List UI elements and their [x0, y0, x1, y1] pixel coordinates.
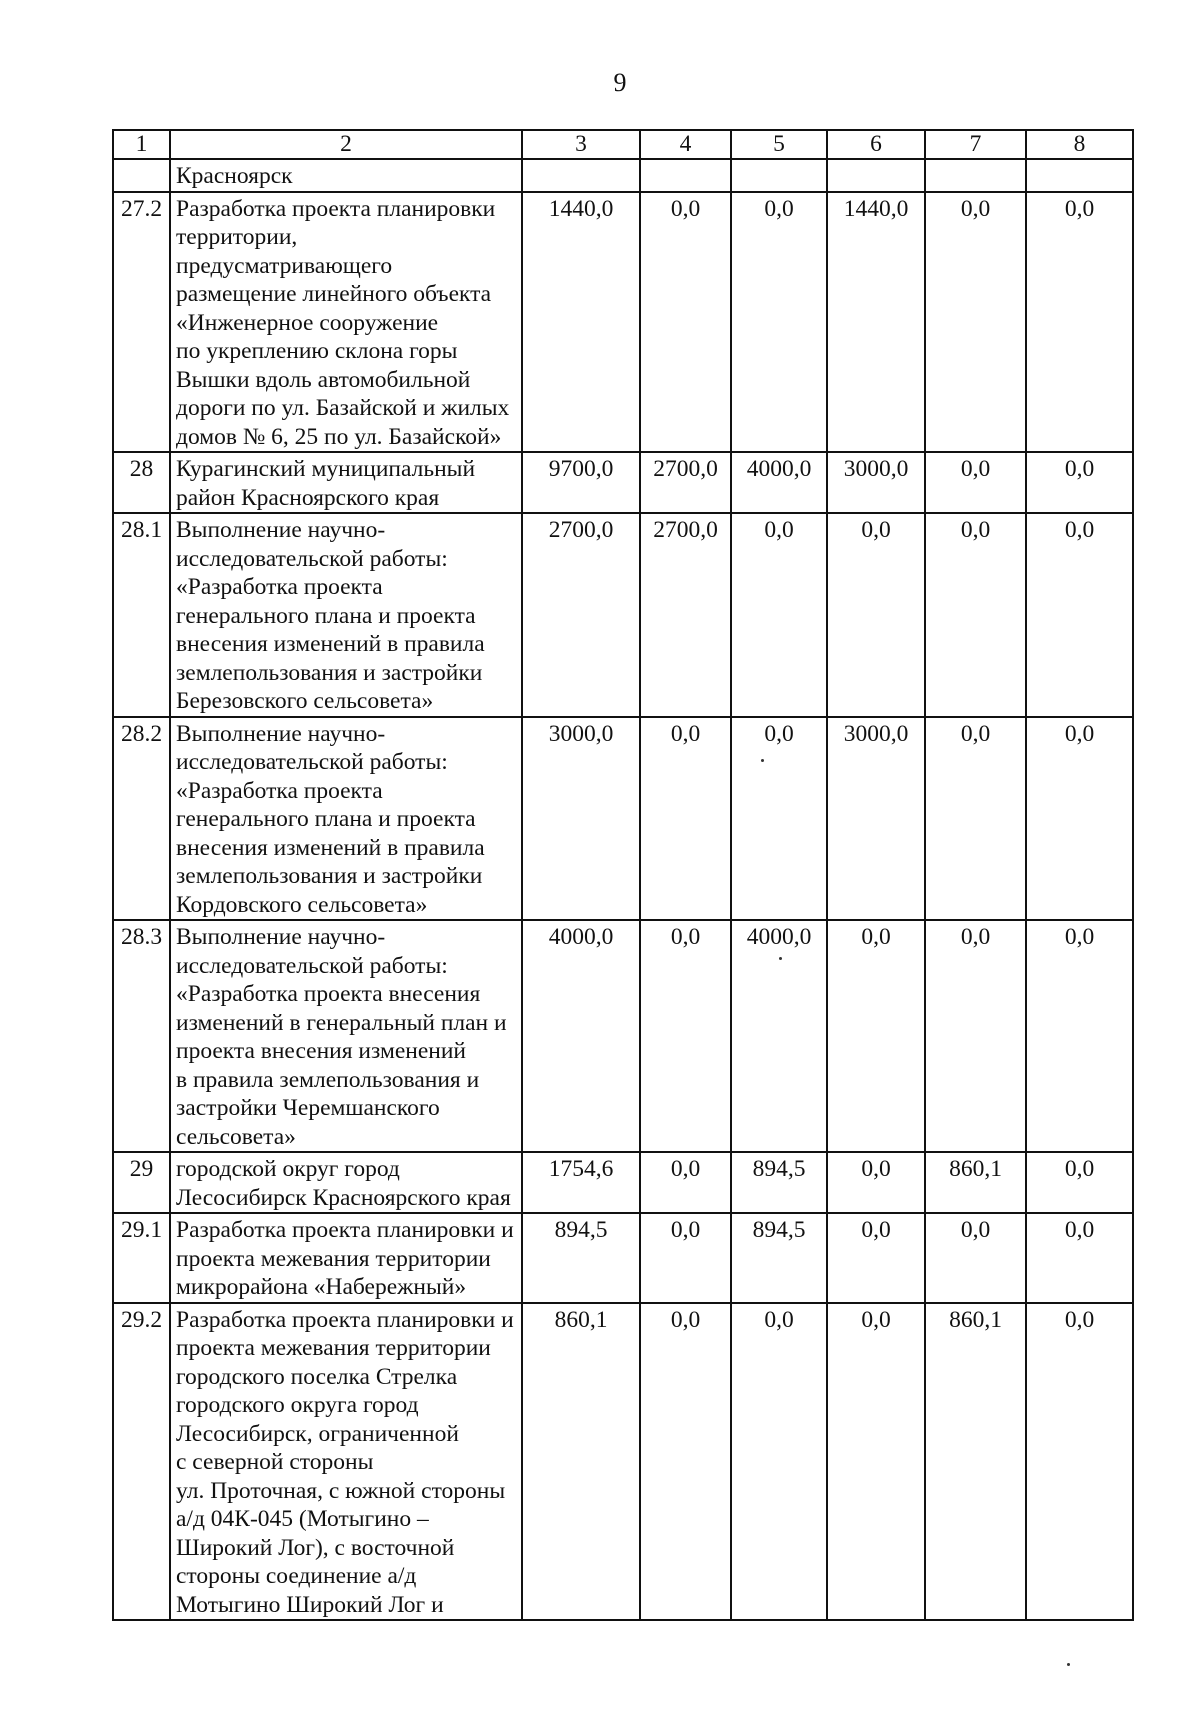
- value-cell-col8: 0,0: [1026, 1152, 1133, 1213]
- value-cell-col4: 0,0: [640, 717, 731, 921]
- description-line: Разработка проекта планировки и: [176, 1217, 514, 1243]
- value-cell-col5: 0,0: [731, 717, 827, 921]
- row-number: 27.2: [113, 192, 170, 453]
- value-cell-col7: 860,1: [925, 1303, 1026, 1621]
- row-number: 28.1: [113, 513, 170, 717]
- row-number: 28: [113, 452, 170, 513]
- value-cell-col8: 0,0: [1026, 1303, 1133, 1621]
- value-cell-col3: [522, 159, 640, 192]
- description-line: микрорайона «Набережный»: [176, 1274, 467, 1300]
- column-header: 4: [640, 130, 731, 159]
- table-row: [113, 1152, 1133, 1213]
- description-line: размещение линейного объекта: [176, 281, 492, 307]
- description-line: «Разработка проекта: [176, 777, 383, 804]
- description-line: проекта внесения изменений: [176, 1038, 466, 1064]
- description-line: землепользования и застройки: [176, 863, 483, 889]
- description-line: Разработка проекта планировки: [176, 195, 496, 222]
- value-cell-col5: 0,0: [731, 192, 827, 453]
- row-description: [170, 1303, 522, 1621]
- description-line: «Разработка проекта: [176, 574, 383, 600]
- scan-speck: [761, 759, 764, 762]
- description-line: Курагинский муниципальный: [176, 456, 476, 482]
- value-cell-col3: 2700,0: [522, 513, 640, 717]
- value-cell-col5: 0,0: [731, 1303, 827, 1621]
- description-line: Выполнение научно-: [176, 517, 386, 543]
- row-description: [170, 159, 522, 192]
- description-line: а/д 04К-045 (Мотыгино –: [176, 1506, 429, 1532]
- row-description: [170, 513, 522, 717]
- value-cell-col5: 4000,0: [731, 920, 827, 1152]
- value-cell-col8: 0,0: [1026, 1213, 1133, 1303]
- column-header: 1: [113, 130, 170, 159]
- description-line: Мотыгино Широкий Лог и: [176, 1591, 444, 1618]
- description-line: Красноярск: [176, 163, 293, 189]
- description-line: проекта межевания территории: [176, 1335, 491, 1361]
- description-line: застройки Черемшанского: [176, 1095, 440, 1121]
- description-line: внесения изменений в правила: [176, 631, 485, 657]
- description-line: ул. Проточная, с южной стороны: [176, 1477, 506, 1504]
- value-cell-col5: 4000,0: [731, 452, 827, 513]
- value-cell-col8: [1026, 159, 1133, 192]
- description-line: Кордовского сельсовета»: [176, 891, 428, 918]
- scan-speck: [779, 957, 782, 960]
- value-cell-col4: 0,0: [640, 1213, 731, 1303]
- description-line: Березовского сельсовета»: [176, 688, 434, 714]
- description-line: генерального плана и проекта: [176, 806, 476, 832]
- value-cell-col4: 0,0: [640, 192, 731, 453]
- value-cell-col8: 0,0: [1026, 192, 1133, 453]
- table-row: [113, 920, 1133, 1152]
- column-header: 7: [925, 130, 1026, 159]
- description-line: Лесосибирск Красноярского края: [176, 1184, 511, 1211]
- description-line: с северной стороны: [176, 1449, 374, 1475]
- table-row: [113, 192, 1133, 453]
- description-line: исследовательской работы:: [176, 749, 448, 775]
- value-cell-col7: 860,1: [925, 1152, 1026, 1213]
- value-cell-col3: 9700,0: [522, 452, 640, 513]
- description-line: домов № 6, 25 по ул. Базайской»: [176, 423, 502, 450]
- value-cell-col3: 1440,0: [522, 192, 640, 453]
- row-number: 29.1: [113, 1213, 170, 1303]
- value-cell-col4: 0,0: [640, 920, 731, 1152]
- value-cell-col6: 0,0: [827, 513, 925, 717]
- description-line: Выполнение научно-: [176, 924, 386, 950]
- description-line: Разработка проекта планировки и: [176, 1306, 514, 1333]
- row-number: [113, 159, 170, 192]
- column-number-row: [113, 130, 1133, 159]
- row-description: [170, 192, 522, 453]
- value-cell-col3: 1754,6: [522, 1152, 640, 1213]
- value-cell-col5: [731, 159, 827, 192]
- value-cell-col4: 2700,0: [640, 513, 731, 717]
- row-description: [170, 717, 522, 921]
- row-description: [170, 920, 522, 1152]
- description-line: генерального плана и проекта: [176, 602, 476, 629]
- column-header: 2: [170, 130, 522, 159]
- value-cell-col7: 0,0: [925, 920, 1026, 1152]
- table-row: [113, 717, 1133, 921]
- row-number: 29.2: [113, 1303, 170, 1621]
- description-line: исследовательской работы:: [176, 952, 448, 979]
- description-line: изменений в генеральный план и: [176, 1009, 507, 1036]
- column-header: 8: [1026, 130, 1133, 159]
- row-number: 28.2: [113, 717, 170, 921]
- description-line: в правила землепользования и: [176, 1066, 480, 1093]
- description-line: Широкий Лог), с восточной: [176, 1534, 455, 1561]
- table-row: [113, 452, 1133, 513]
- column-header: 3: [522, 130, 640, 159]
- value-cell-col6: 0,0: [827, 1152, 925, 1213]
- value-cell-col7: 0,0: [925, 513, 1026, 717]
- description-line: городского поселка Стрелка: [176, 1363, 458, 1390]
- description-line: сельсовета»: [176, 1123, 296, 1150]
- description-line: внесения изменений в правила: [176, 834, 485, 861]
- value-cell-col3: 4000,0: [522, 920, 640, 1152]
- description-line: стороны соединение а/д: [176, 1563, 417, 1589]
- value-cell-col8: 0,0: [1026, 452, 1133, 513]
- value-cell-col3: 860,1: [522, 1303, 640, 1621]
- value-cell-col7: 0,0: [925, 717, 1026, 921]
- value-cell-col6: 0,0: [827, 1303, 925, 1621]
- value-cell-col6: 0,0: [827, 1213, 925, 1303]
- description-line: городской округ город: [176, 1156, 400, 1182]
- value-cell-col5: 894,5: [731, 1213, 827, 1303]
- value-cell-col7: 0,0: [925, 452, 1026, 513]
- value-cell-col4: 2700,0: [640, 452, 731, 513]
- description-line: «Разработка проекта внесения: [176, 981, 481, 1007]
- table-row: [113, 159, 1133, 192]
- value-cell-col5: 894,5: [731, 1152, 827, 1213]
- value-cell-col7: 0,0: [925, 1213, 1026, 1303]
- description-line: дороги по ул. Базайской и жилых: [176, 395, 510, 421]
- table-row: [113, 1213, 1133, 1303]
- description-line: Выполнение научно-: [176, 720, 386, 747]
- description-line: район Красноярского края: [176, 484, 440, 511]
- description-line: исследовательской работы:: [176, 545, 448, 572]
- description-line: предусматривающего: [176, 252, 393, 279]
- budget-table: [112, 129, 1134, 1621]
- value-cell-col4: 0,0: [640, 1303, 731, 1621]
- value-cell-col8: 0,0: [1026, 920, 1133, 1152]
- description-line: Вышки вдоль автомобильной: [176, 366, 471, 393]
- row-number: 28.3: [113, 920, 170, 1152]
- value-cell-col6: 3000,0: [827, 717, 925, 921]
- value-cell-col7: 0,0: [925, 192, 1026, 453]
- description-line: Лесосибирск, ограниченной: [176, 1420, 459, 1447]
- column-header: 5: [731, 130, 827, 159]
- value-cell-col8: 0,0: [1026, 513, 1133, 717]
- row-description: [170, 1213, 522, 1303]
- description-line: «Инженерное сооружение: [176, 309, 439, 336]
- table-row: [113, 1303, 1133, 1621]
- table-body: [113, 159, 1133, 1620]
- description-line: проекта межевания территории: [176, 1245, 491, 1272]
- table-row: [113, 513, 1133, 717]
- description-line: землепользования и застройки: [176, 659, 483, 686]
- value-cell-col7: [925, 159, 1026, 192]
- row-description: [170, 452, 522, 513]
- value-cell-col6: [827, 159, 925, 192]
- value-cell-col6: 3000,0: [827, 452, 925, 513]
- value-cell-col6: 0,0: [827, 920, 925, 1152]
- description-line: городского округа город: [176, 1392, 419, 1418]
- row-description: [170, 1152, 522, 1213]
- value-cell-col3: 894,5: [522, 1213, 640, 1303]
- scan-speck: [1067, 1663, 1070, 1666]
- row-number: 29: [113, 1152, 170, 1213]
- description-line: территории,: [176, 224, 298, 250]
- value-cell-col4: [640, 159, 731, 192]
- page-number: 9: [613, 68, 627, 97]
- value-cell-col3: 3000,0: [522, 717, 640, 921]
- column-header: 6: [827, 130, 925, 159]
- value-cell-col4: 0,0: [640, 1152, 731, 1213]
- value-cell-col5: 0,0: [731, 513, 827, 717]
- description-line: по укреплению склона горы: [176, 338, 458, 364]
- value-cell-col8: 0,0: [1026, 717, 1133, 921]
- value-cell-col6: 1440,0: [827, 192, 925, 453]
